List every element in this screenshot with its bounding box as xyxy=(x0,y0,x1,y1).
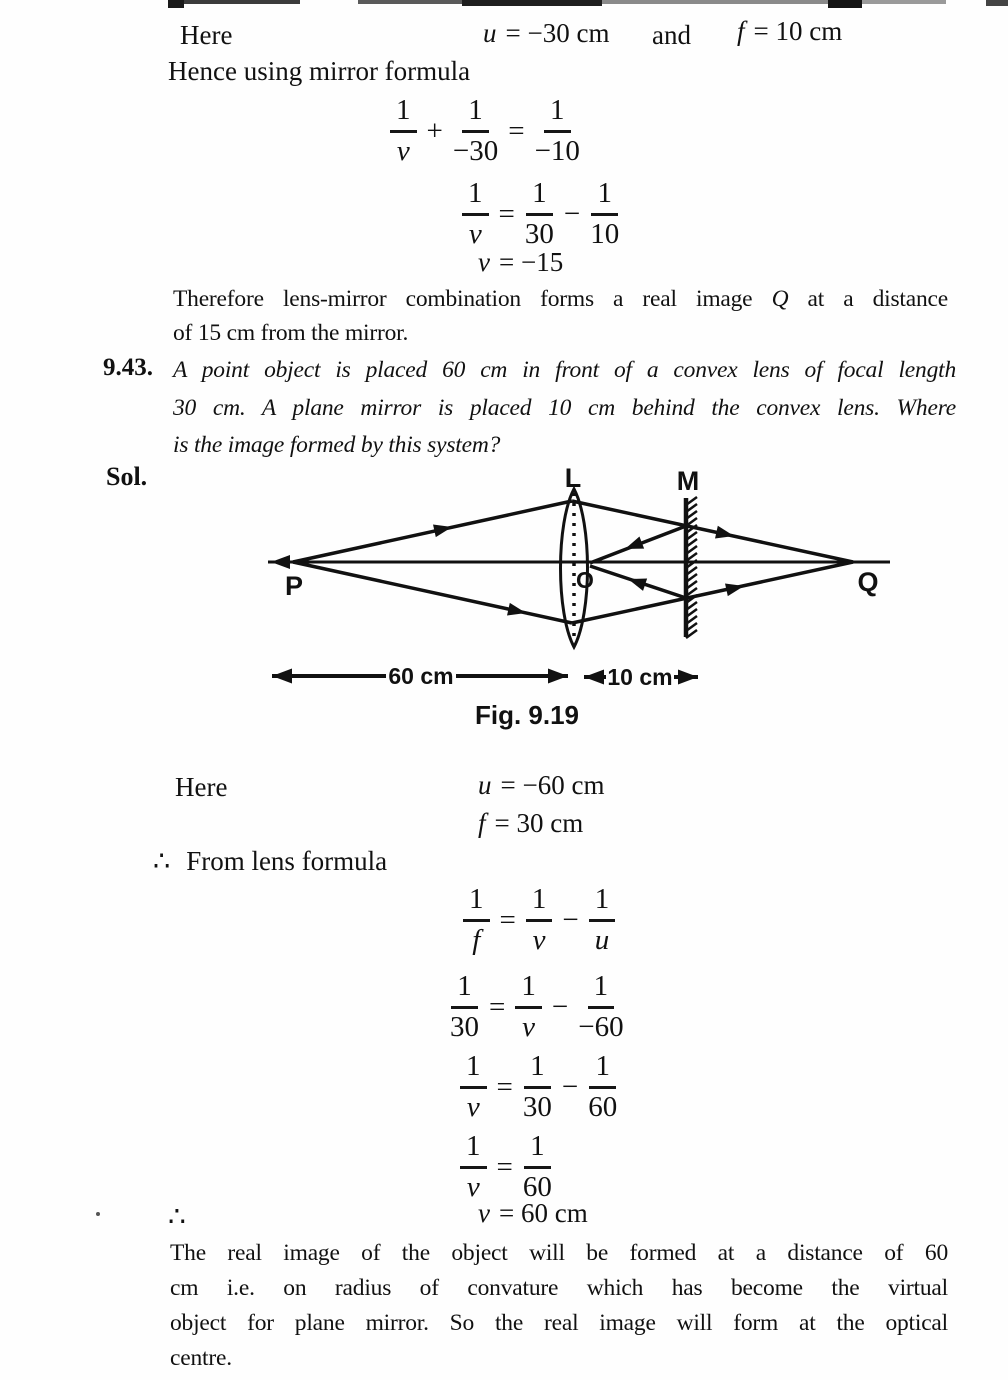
problem-statement xyxy=(173,352,956,465)
denominator: v xyxy=(468,217,482,250)
v-rest: = −15 xyxy=(498,247,564,277)
fraction xyxy=(523,1132,552,1202)
denominator: 30 xyxy=(522,1090,552,1123)
fraction xyxy=(535,96,580,166)
minus-operator: − xyxy=(561,1070,579,1103)
numerator: 1 xyxy=(588,972,615,1009)
incident-ray-lower xyxy=(293,562,572,623)
therefore-symbol: ∴ xyxy=(168,1202,186,1233)
u-var: u xyxy=(478,770,492,800)
paragraph-line: cm i.e. on radius of convature which has become the virtual xyxy=(170,1275,948,1301)
f-var: f xyxy=(737,16,745,46)
numerator: 1 xyxy=(591,179,618,216)
dim-arrowhead xyxy=(272,669,292,684)
dim-arrowhead xyxy=(584,670,604,685)
ray-arrowhead xyxy=(725,580,745,597)
edge-artifact xyxy=(462,0,602,6)
numerator: 1 xyxy=(463,885,490,922)
numerator: 1 xyxy=(462,179,489,216)
fraction xyxy=(460,1132,487,1202)
numerator: 1 xyxy=(460,1052,487,1089)
edge-artifact xyxy=(168,0,184,8)
edge-artifact xyxy=(862,0,946,4)
numerator: 1 xyxy=(526,885,553,922)
dim-60cm-label: 60 cm xyxy=(388,663,454,689)
ray-arrowhead xyxy=(623,536,644,555)
edge-artifact xyxy=(986,0,1008,6)
denominator: v xyxy=(466,1170,480,1203)
fraction xyxy=(515,972,542,1042)
f-var: f xyxy=(478,808,486,838)
mirror-eq-2 xyxy=(462,179,619,249)
fraction xyxy=(526,885,553,955)
fraction xyxy=(390,96,417,166)
numerator: 1 xyxy=(589,1052,616,1089)
mirror-result xyxy=(478,247,563,278)
fraction xyxy=(589,885,616,955)
ray-arrowhead xyxy=(626,573,647,591)
fraction xyxy=(453,96,498,166)
denominator: 60 xyxy=(588,1090,618,1123)
numerator: 1 xyxy=(524,1132,551,1169)
optical-centre-label: O xyxy=(576,567,594,593)
dim-arrowhead xyxy=(678,670,698,685)
edge-artifact xyxy=(602,0,828,4)
paragraph-line: object for plane mirror. So the real image will form at the optical xyxy=(170,1310,948,1336)
fraction xyxy=(462,179,489,249)
u-value-1 xyxy=(483,18,609,49)
conclusion-paragraph-1 xyxy=(173,282,948,350)
fraction xyxy=(590,179,619,249)
denominator: −60 xyxy=(578,1010,624,1043)
fraction xyxy=(588,1052,617,1122)
lens-eq-3 xyxy=(460,1052,617,1122)
problem-line: 30 cm. A plane mirror is placed 10 cm behind the convex lens. Where xyxy=(173,394,956,421)
lens-label: L xyxy=(564,463,582,493)
fraction xyxy=(525,179,554,249)
f-rest: = 30 cm xyxy=(494,808,584,838)
numerator: 1 xyxy=(515,972,542,1009)
numerator: 1 xyxy=(526,179,553,216)
dim-10cm-label: 10 cm xyxy=(607,664,673,690)
numerator: 1 xyxy=(589,885,616,922)
u-rest: = −30 cm xyxy=(505,18,610,48)
mirror-hatching xyxy=(686,497,697,638)
lens-result xyxy=(478,1198,588,1229)
paragraph-line: of 15 cm from the mirror. xyxy=(173,320,409,346)
from-lens-label: From lens formula xyxy=(186,846,388,876)
fraction xyxy=(578,972,623,1042)
object-point-label: P xyxy=(284,571,304,601)
here-label-2: Here xyxy=(175,772,228,802)
plus-operator: + xyxy=(426,114,443,147)
numerator: 1 xyxy=(544,96,571,133)
minus-operator: − xyxy=(562,903,579,936)
edge-artifact xyxy=(828,0,862,8)
fraction xyxy=(523,1052,552,1122)
minus-operator: − xyxy=(551,990,569,1023)
u-rest: = −60 cm xyxy=(500,770,605,800)
numerator: 1 xyxy=(524,1052,551,1089)
denominator: v xyxy=(466,1090,480,1123)
equals-sign: = xyxy=(489,990,506,1023)
equals-sign: = xyxy=(498,197,515,230)
paragraph-line: The real image of the object will be formed at a distance of 60 xyxy=(170,1240,948,1266)
dim-arrowhead xyxy=(548,669,568,684)
problem-line: A point object is placed 60 cm in front of a convex lens of focal length xyxy=(173,357,956,383)
denominator: v xyxy=(532,923,546,956)
edge-artifact xyxy=(358,0,462,4)
paragraph-line xyxy=(173,282,948,316)
numerator: 1 xyxy=(451,972,478,1009)
denominator: 30 xyxy=(524,217,554,250)
mirror-eq-1 xyxy=(390,96,580,166)
denominator: u xyxy=(594,923,610,956)
u-var: u xyxy=(483,18,497,48)
lens-eq-1 xyxy=(463,885,615,955)
numerator: 1 xyxy=(390,96,417,133)
f-rest: = 10 cm xyxy=(753,16,843,46)
here-label-1: Here xyxy=(180,20,233,50)
fraction xyxy=(450,972,479,1042)
conclusion-paragraph-2 xyxy=(170,1236,948,1376)
fraction xyxy=(463,885,490,955)
refracted-ray-lower xyxy=(572,562,853,623)
v-rest: = 60 cm xyxy=(498,1198,588,1228)
lens-eq-4 xyxy=(460,1132,552,1202)
u-value-2 xyxy=(478,770,604,801)
denominator: v xyxy=(396,134,410,167)
f-value-1 xyxy=(737,16,842,47)
q-symbol: Q xyxy=(771,286,789,312)
mirror-label: M xyxy=(676,466,700,496)
incident-ray-upper xyxy=(293,501,572,562)
fraction xyxy=(460,1052,487,1122)
print-artifact-dot xyxy=(96,1212,100,1216)
figure-caption: Fig. 9.19 xyxy=(474,700,580,730)
denominator: 60 xyxy=(522,1170,552,1203)
denominator: −10 xyxy=(534,134,580,167)
equals-sign: = xyxy=(508,114,525,147)
equals-sign: = xyxy=(499,903,516,936)
v-var: v xyxy=(478,1198,490,1228)
solution-label: Sol. xyxy=(106,462,148,491)
axis-left-arrowhead xyxy=(271,555,290,569)
hence-line: Hence using mirror formula xyxy=(168,56,471,86)
numerator: 1 xyxy=(460,1132,487,1169)
lens-eq-2 xyxy=(450,972,624,1042)
text-run: at a distance xyxy=(788,286,948,312)
f-value-2 xyxy=(478,808,583,839)
equals-sign: = xyxy=(496,1150,513,1183)
denominator: 10 xyxy=(590,217,620,250)
denominator: v xyxy=(522,1010,536,1043)
problem-number: 9.43. xyxy=(103,354,153,381)
numerator: 1 xyxy=(462,96,489,133)
paragraph-line: centre. xyxy=(170,1345,232,1371)
denominator: f xyxy=(472,923,481,956)
and-label: and xyxy=(652,20,691,50)
equals-sign: = xyxy=(496,1070,513,1103)
problem-line: is the image formed by this system? xyxy=(173,432,501,458)
from-lens-formula-line xyxy=(153,846,387,877)
ray-diagram-figure xyxy=(255,458,955,744)
v-var: v xyxy=(478,247,490,277)
denominator: −30 xyxy=(452,134,499,167)
edge-artifact xyxy=(184,0,300,4)
minus-operator: − xyxy=(563,197,581,230)
denominator: 30 xyxy=(450,1010,479,1043)
therefore-symbol: ∴ xyxy=(153,846,171,876)
text-run: Therefore lens-mirror combination forms a real image xyxy=(173,286,772,312)
image-point-label: Q xyxy=(857,567,879,597)
